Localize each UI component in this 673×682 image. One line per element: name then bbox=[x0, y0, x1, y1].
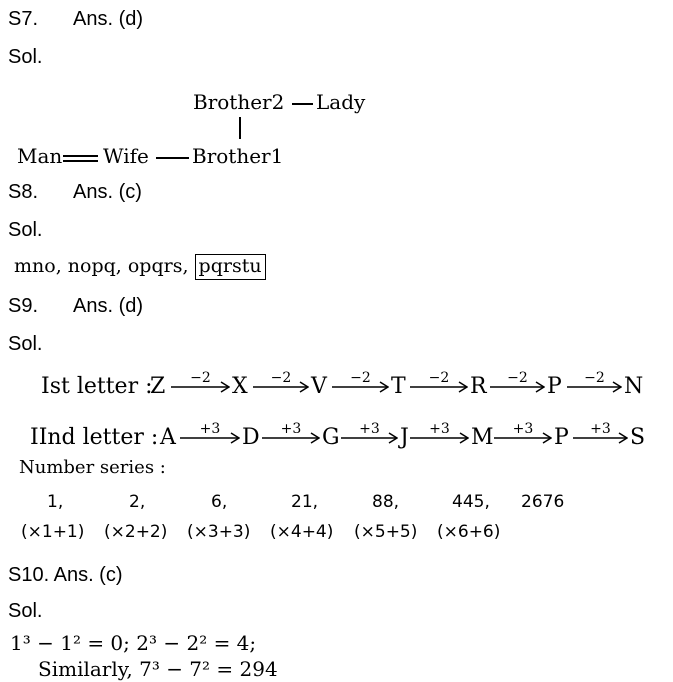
arrow-icon bbox=[410, 432, 469, 444]
wife-brother1-line bbox=[156, 157, 189, 159]
s9-row1-arrow-label: −2 bbox=[428, 370, 450, 386]
s9-row1-letter: Z bbox=[150, 374, 166, 399]
s10-question-number: S10. bbox=[8, 564, 50, 586]
s9-answer: Ans. (d) bbox=[73, 295, 144, 317]
s9-row1-arrow bbox=[253, 372, 309, 392]
s9-row1-letter: P bbox=[547, 374, 562, 399]
s9-row2-letter: J bbox=[400, 425, 409, 450]
s9-row2-arrow-label: +3 bbox=[429, 421, 450, 437]
family-brother1: Brother1 bbox=[192, 144, 284, 168]
s9-row1-letter: V bbox=[311, 374, 327, 399]
number-series-operation: (×4+4) bbox=[270, 522, 334, 542]
family-man: Man bbox=[17, 144, 63, 168]
s9-row2-letter: A bbox=[160, 425, 176, 450]
number-series-operation: (×2+2) bbox=[104, 522, 168, 542]
s9-row2-arrow-label: +3 bbox=[512, 421, 534, 437]
s8-solution-label: Sol. bbox=[8, 219, 43, 241]
s8-series-text: mno, nopq, opqrs, bbox=[14, 255, 189, 277]
number-series-operation: (×6+6) bbox=[437, 522, 501, 542]
number-series-value: 2, bbox=[129, 492, 146, 512]
s9-solution-label: Sol. bbox=[8, 333, 43, 355]
s9-row1-letter: X bbox=[232, 374, 248, 399]
s10-solution-label: Sol. bbox=[8, 600, 43, 622]
marriage-line-bottom bbox=[63, 160, 98, 162]
s9-row2-arrow bbox=[573, 423, 628, 443]
s10-equation-line2: Similarly, 7³ − 7² = 294 bbox=[38, 657, 278, 681]
s9-row1-arrow-label: −2 bbox=[350, 370, 371, 386]
number-series-operation: (×1+1) bbox=[21, 522, 85, 542]
s9-row2-letter: D bbox=[242, 425, 260, 450]
s9-row1-arrow-label: −2 bbox=[270, 370, 292, 386]
arrow-icon bbox=[494, 432, 552, 444]
number-series-value: 1, bbox=[47, 492, 64, 512]
s9-row2-arrow bbox=[494, 423, 552, 443]
s7-answer: Ans. (d) bbox=[73, 8, 144, 30]
s10-equation-line1: 1³ − 1² = 0; 2³ − 2² = 4; bbox=[10, 631, 257, 655]
number-series-value: 6, bbox=[211, 492, 228, 512]
s8-answer: Ans. (c) bbox=[73, 181, 142, 203]
number-series-operation: (×5+5) bbox=[354, 522, 418, 542]
s9-row1-arrow bbox=[490, 372, 545, 392]
s9-row1-label: Ist letter : bbox=[41, 374, 153, 399]
s9-row2-letter: S bbox=[630, 425, 646, 450]
arrow-icon bbox=[573, 432, 628, 444]
s9-row1-arrow-label: −2 bbox=[584, 370, 605, 386]
arrow-icon bbox=[567, 381, 622, 393]
s8-answer-line bbox=[8, 182, 142, 202]
s9-row2-label: IInd letter : bbox=[30, 425, 159, 450]
number-series-value: 445, bbox=[452, 492, 490, 512]
s9-row2-arrow-label: +3 bbox=[199, 421, 221, 437]
arrow-icon bbox=[262, 432, 320, 444]
marriage-line-top bbox=[63, 155, 98, 157]
s9-number-series-title: Number series : bbox=[19, 457, 166, 478]
number-series-value: 21, bbox=[291, 492, 319, 512]
s9-row2-arrow bbox=[341, 423, 398, 443]
family-lady: Lady bbox=[316, 90, 366, 114]
s9-row1-arrow bbox=[171, 372, 230, 392]
s7-question-number: S7. bbox=[8, 8, 39, 30]
s9-row1-arrow bbox=[410, 372, 468, 392]
s9-row1-arrow bbox=[332, 372, 389, 392]
arrow-icon bbox=[490, 381, 545, 393]
arrow-icon bbox=[341, 432, 398, 444]
s7-solution-label: Sol. bbox=[8, 46, 43, 68]
s9-row2-arrow-label: +3 bbox=[280, 421, 302, 437]
s8-answer-box: pqrstu bbox=[195, 254, 266, 280]
s8-question-number: S8. bbox=[8, 181, 39, 203]
s9-row2-arrow bbox=[410, 423, 469, 443]
number-series-operation: (×3+3) bbox=[187, 522, 251, 542]
s9-row2-arrow-label: +3 bbox=[359, 421, 380, 437]
arrow-icon bbox=[180, 432, 240, 444]
sibling-line bbox=[239, 117, 241, 139]
s9-row2-letter: P bbox=[554, 425, 569, 450]
arrow-icon bbox=[410, 381, 468, 393]
s8-series bbox=[14, 257, 266, 276]
s9-row1-letter: R bbox=[470, 374, 487, 399]
number-series-value: 88, bbox=[372, 492, 400, 512]
s9-answer-line bbox=[8, 296, 143, 316]
arrow-icon bbox=[253, 381, 309, 393]
s9-row2-letter: M bbox=[471, 425, 494, 450]
s10-answer: Ans. (c) bbox=[53, 564, 123, 586]
s9-row2-arrow bbox=[180, 423, 240, 443]
arrow-icon bbox=[171, 381, 230, 393]
s9-row2-arrow bbox=[262, 423, 320, 443]
s9-row1-arrow-label: −2 bbox=[190, 370, 211, 386]
s9-row1-arrow bbox=[567, 372, 622, 392]
number-series-value: 2676 bbox=[521, 492, 565, 512]
s9-row2-letter: G bbox=[322, 425, 340, 450]
family-wife: Wife bbox=[103, 144, 149, 168]
s10-answer-line bbox=[8, 565, 123, 585]
s7-answer-line bbox=[8, 9, 143, 29]
s9-row1-arrow-label: −2 bbox=[507, 370, 528, 386]
family-brother2: Brother2 bbox=[193, 90, 285, 114]
s9-question-number: S9. bbox=[8, 295, 39, 317]
s9-row1-letter: T bbox=[391, 374, 406, 399]
s9-row1-letter: N bbox=[624, 374, 644, 399]
brother2-lady-line bbox=[292, 103, 313, 105]
s9-row2-arrow-label: +3 bbox=[590, 421, 611, 437]
arrow-icon bbox=[332, 381, 389, 393]
